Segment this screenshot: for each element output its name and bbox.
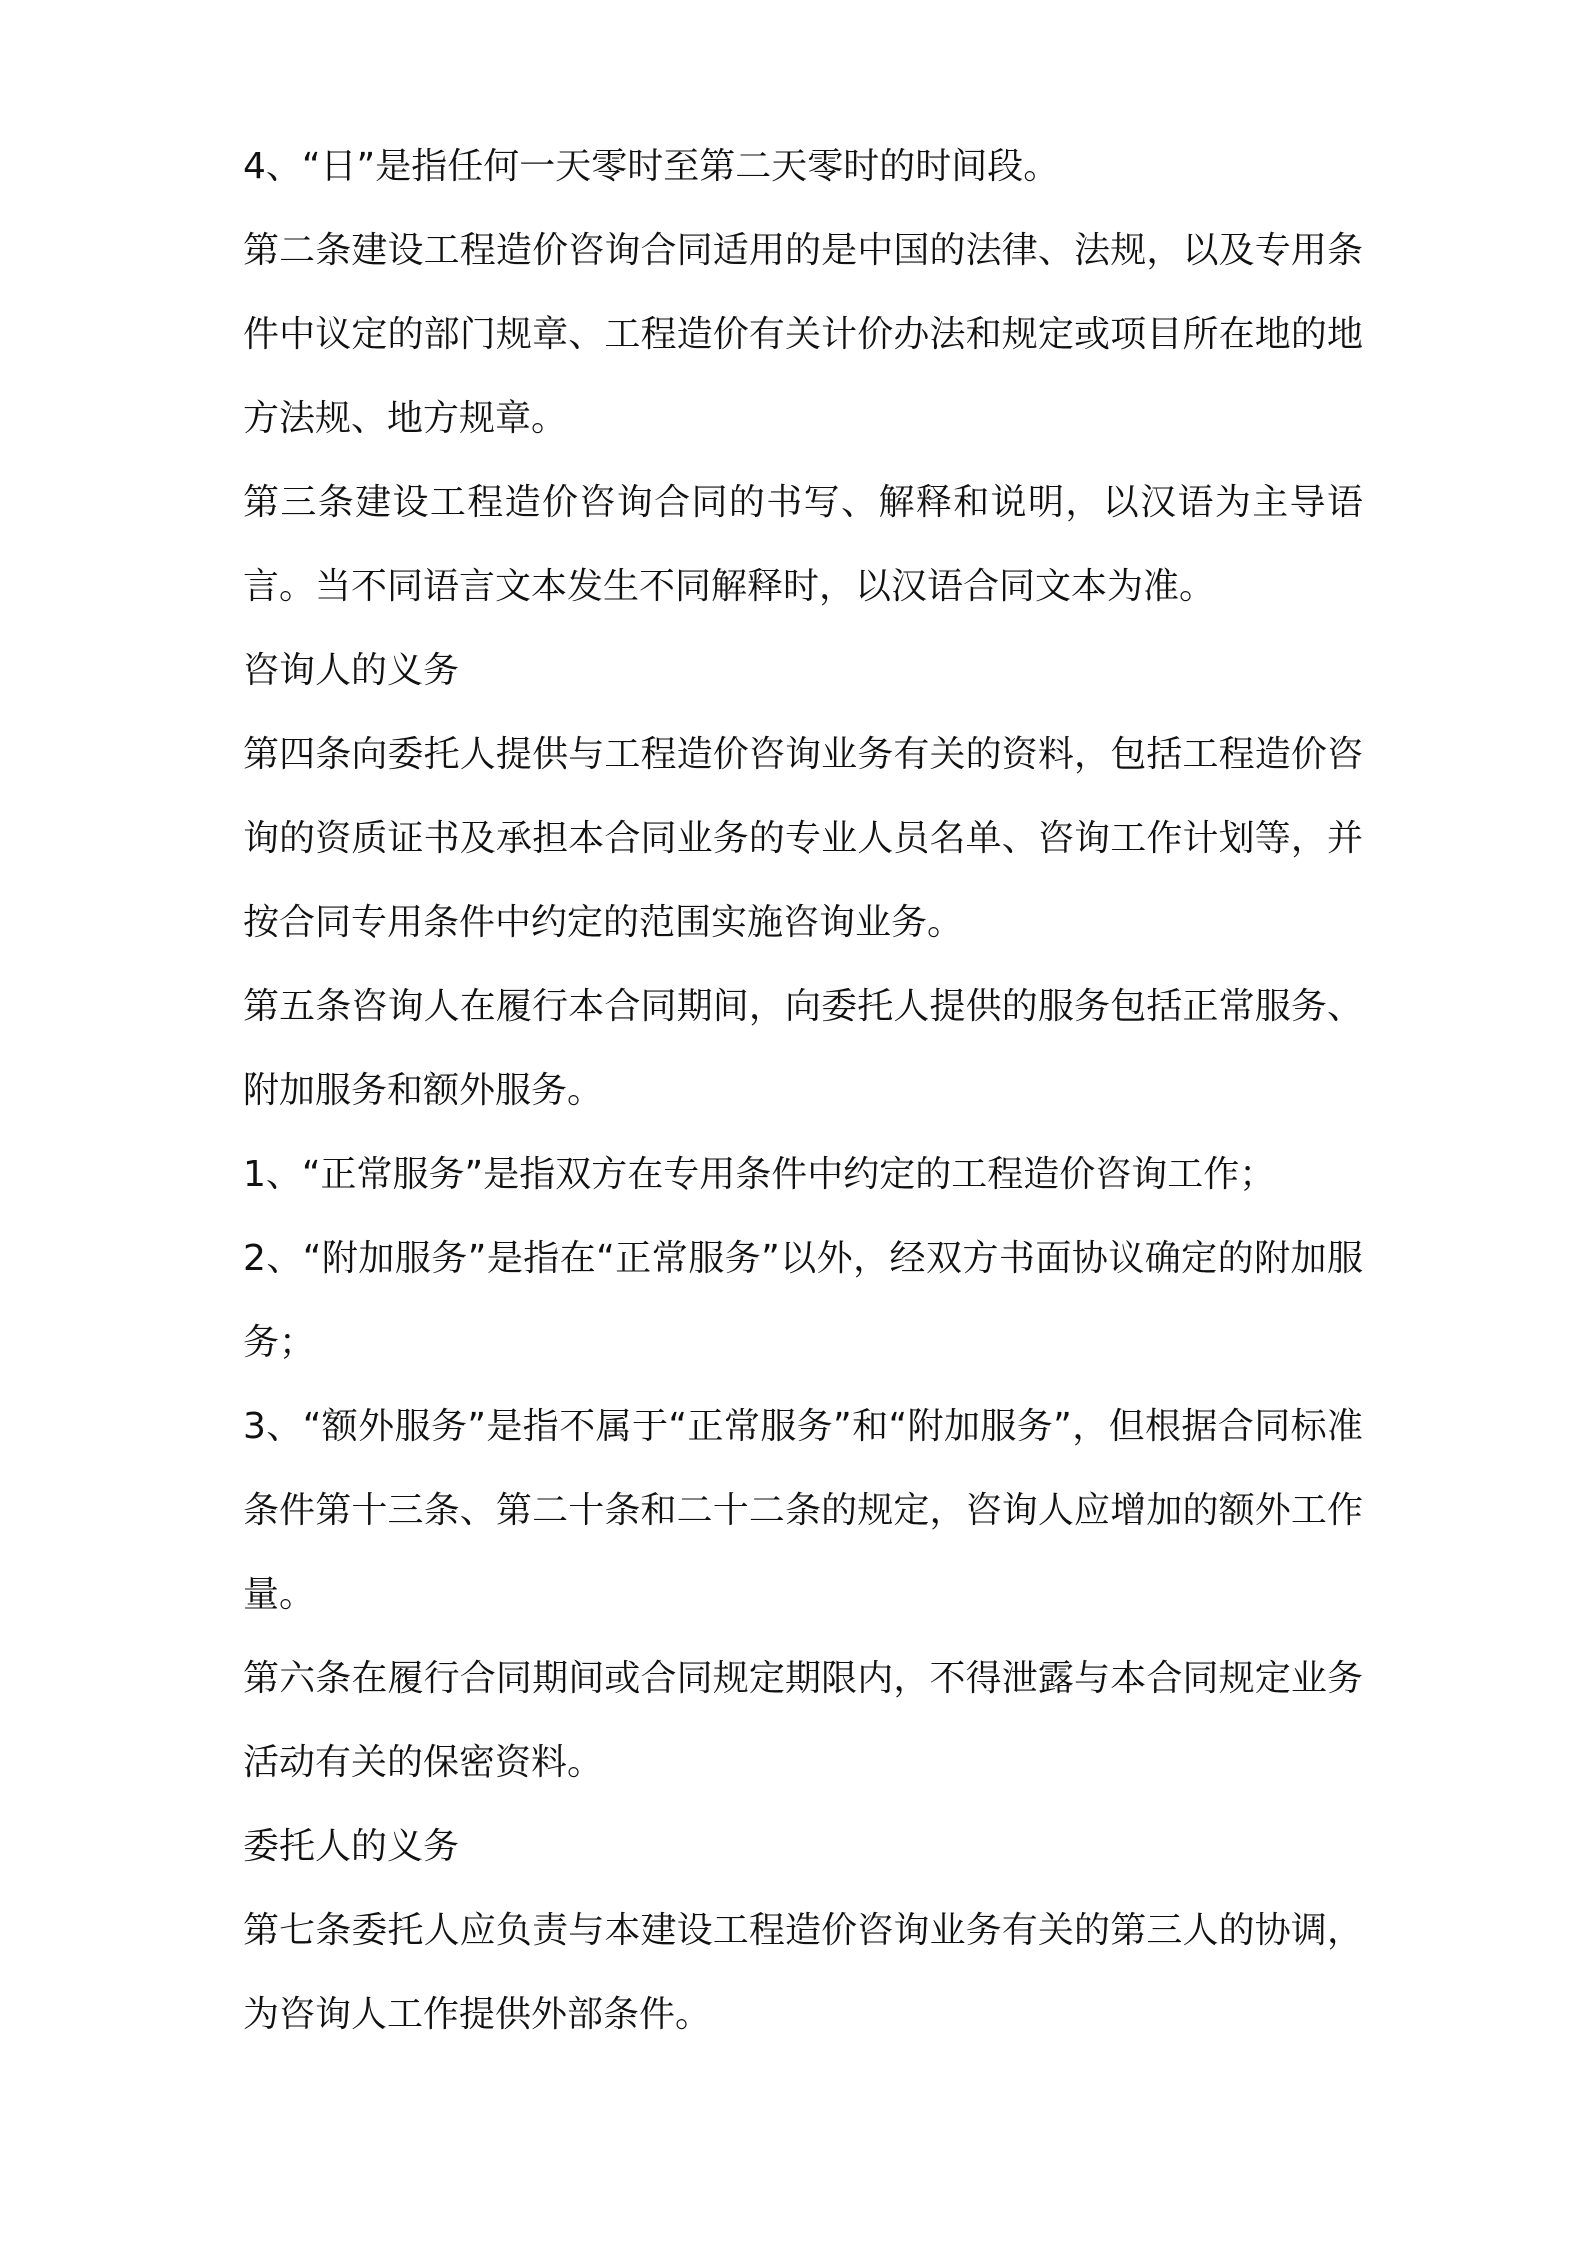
- section-heading-client-obligations: 委托人的义务: [243, 1826, 460, 1867]
- clause-definition-day: 4、“日”是指任何一天零时至第二天零时的时间段。: [243, 146, 1060, 187]
- item-normal-service: 1、“正常服务”是指双方在专用条件中约定的工程造价咨询工作；: [243, 1154, 1276, 1195]
- item-extra-service: 3、“额外服务”是指不属于“正常服务”和“附加服务”，但根据合同标准条件第十三条、第二十条和二十二条的规定，咨询人应增加的额外工作量。: [243, 1406, 1363, 1615]
- item-additional-service: 2、“附加服务”是指在“正常服务”以外，经双方书面协议确定的附加服务；: [243, 1238, 1363, 1363]
- article-7-coordination: 第七条委托人应负责与本建设工程造价咨询业务有关的第三人的协调，为咨询人工作提供外部条件。: [243, 1910, 1363, 2035]
- article-2-applicable-law: 第二条建设工程造价咨询合同适用的是中国的法律、法规，以及专用条件中议定的部门规章、工程造价有关计价办法和规定或项目所在地的地方法规、地方规章。: [243, 230, 1363, 439]
- article-5-services: 第五条咨询人在履行本合同期间，向委托人提供的服务包括正常服务、附加服务和额外服务。: [243, 986, 1363, 1111]
- document-body: [243, 125, 1363, 2057]
- section-heading-consultant-obligations: 咨询人的义务: [243, 650, 460, 691]
- article-3-language: 第三条建设工程造价咨询合同的书写、解释和说明，以汉语为主导语言。当不同语言文本发生不同解释时，以汉语合同文本为准。: [243, 482, 1363, 607]
- article-4-provide-materials: 第四条向委托人提供与工程造价咨询业务有关的资料，包括工程造价咨询的资质证书及承担本合同业务的专业人员名单、咨询工作计划等，并按合同专用条件中约定的范围实施咨询业务。: [243, 734, 1363, 943]
- article-6-confidentiality: 第六条在履行合同期间或合同规定期限内，不得泄露与本合同规定业务活动有关的保密资料。: [243, 1658, 1363, 1783]
